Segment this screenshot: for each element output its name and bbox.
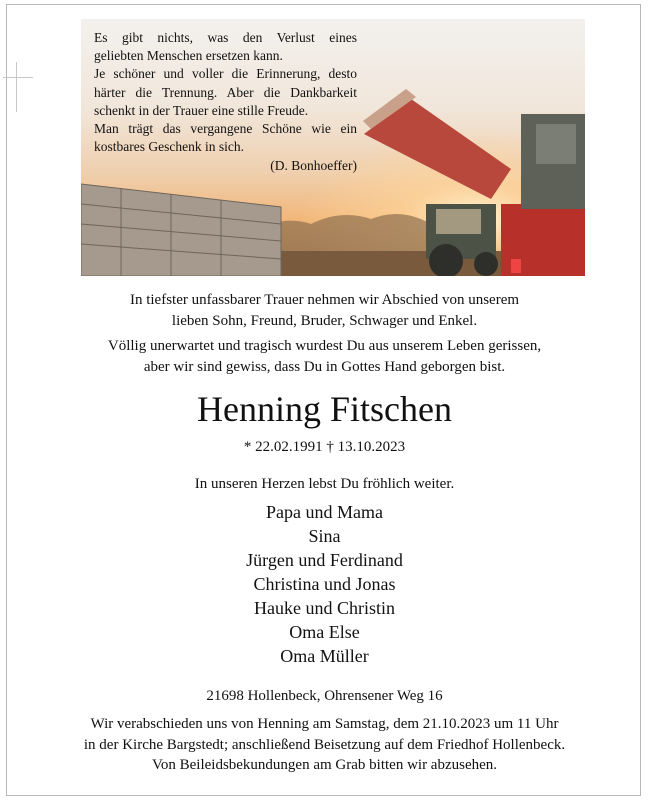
cross-symbol-horizontal bbox=[3, 77, 33, 78]
funeral-details bbox=[0, 714, 649, 776]
intro-text bbox=[0, 290, 649, 332]
intro-line: In tiefster unfassbarer Trauer nehmen wir Abschied von unserem bbox=[129, 292, 520, 308]
quote-line: geliebten Menschen ersetzen kann. bbox=[94, 48, 283, 64]
family-address: 21698 Hollenbeck, Ohrensener Weg 16 bbox=[206, 688, 443, 704]
quote-line: Es gibt nichts, was den Verlust eines bbox=[94, 30, 357, 45]
intro-line: aber wir sind gewiss, dass Du in Gottes Hand geborgen bist. bbox=[143, 359, 506, 375]
harvest-photo bbox=[81, 19, 585, 276]
funeral-line: Wir verabschieden uns von Henning am Samstag, dem 21.10.2023 um 11 Uhr bbox=[90, 716, 559, 732]
quote-line: schenkt in der Trauer eine stille Freude. bbox=[94, 102, 309, 118]
family-member: Hauke und Christin bbox=[254, 598, 395, 618]
deceased-name: Henning Fitschen bbox=[197, 389, 452, 429]
quote-line: Man trägt das vergangene Schöne wie ein bbox=[94, 121, 357, 137]
quote-line: kostbares Geschenk in sich. bbox=[94, 139, 244, 155]
family-member: Sina bbox=[308, 526, 341, 546]
memorial-phrase: In unseren Herzen lebst Du fröhlich weiter. bbox=[194, 476, 455, 492]
funeral-line: Von Beileidsbekundungen am Grab bitten wir abzusehen. bbox=[151, 757, 498, 773]
quote-line: härter die Trennung. Aber die Dankbarkeit bbox=[94, 84, 357, 100]
family-member: Papa und Mama bbox=[266, 502, 383, 522]
bonhoeffer-quote bbox=[94, 29, 357, 176]
family-member: Oma Müller bbox=[280, 646, 369, 666]
life-dates: * 22.02.1991 † 13.10.2023 bbox=[243, 439, 406, 455]
quote-author: (D. Bonhoeffer) bbox=[270, 158, 357, 174]
intro-line: Völlig unerwartet und tragisch wurdest Du aus unserem Leben gerissen, bbox=[107, 338, 542, 354]
funeral-line: in der Kirche Bargstedt; anschließend Beisetzung auf dem Friedhof Hollenbeck. bbox=[83, 736, 566, 753]
intro-line: lieben Sohn, Freund, Bruder, Schwager und Enkel. bbox=[171, 313, 478, 329]
intro-text-second bbox=[0, 336, 649, 378]
quote-line: Je schöner und voller die Erinnerung, desto bbox=[94, 66, 357, 82]
family-member: Oma Else bbox=[289, 622, 360, 642]
family-member: Christina und Jonas bbox=[253, 574, 396, 594]
cross-symbol-vertical bbox=[16, 62, 17, 112]
family-list bbox=[0, 500, 649, 668]
family-member: Jürgen und Ferdinand bbox=[246, 550, 403, 570]
